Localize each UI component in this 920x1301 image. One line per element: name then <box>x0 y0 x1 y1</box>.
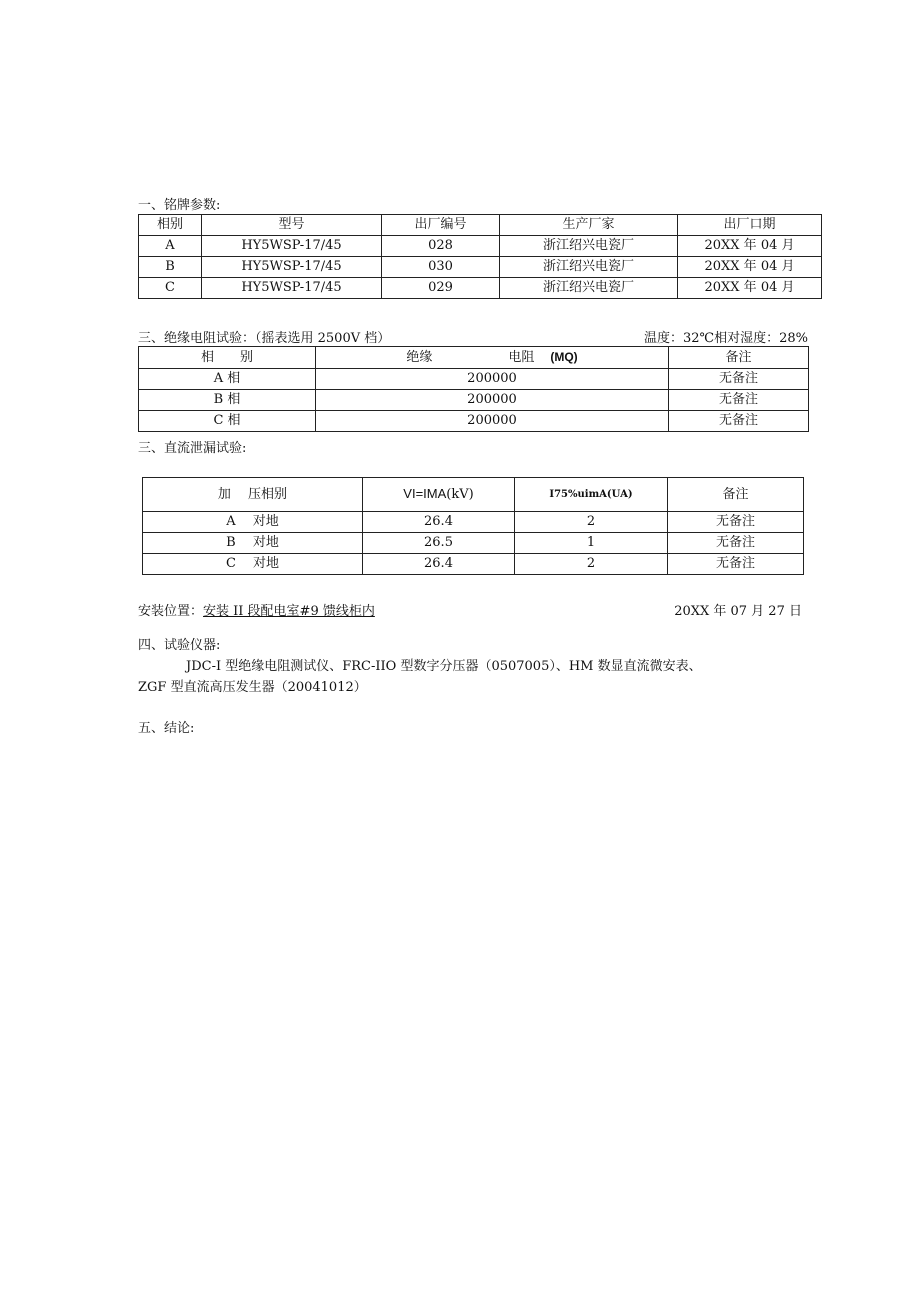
location-label: 安装位置： <box>138 604 204 619</box>
cell-resistance: 200000 <box>316 411 669 432</box>
header-serial: 出厂编号 <box>382 215 500 236</box>
cell-serial: 029 <box>382 278 500 299</box>
table-row <box>139 369 809 390</box>
cell-resistance: 200000 <box>316 369 669 390</box>
header-voltage-main: VI=IMA <box>403 486 447 501</box>
cell-model: HY5WSP-17/45 <box>202 257 382 278</box>
header-resistance-a: 绝缘 <box>406 350 433 365</box>
test-date: 20XX 年 07 月 27 日 <box>674 604 802 619</box>
cell-date: 20XX 年 04 月 <box>678 236 822 257</box>
header-remark: 备注 <box>669 347 809 369</box>
header-resistance-unit: (MQ) <box>550 350 578 364</box>
header-voltage-unit: (kV) <box>446 487 474 502</box>
cell-phase: B 相 <box>139 390 316 411</box>
header-phase: 相 别 <box>139 347 316 369</box>
header-phase: 相别 <box>139 215 202 236</box>
table-row <box>139 390 809 411</box>
cell-model: HY5WSP-17/45 <box>202 278 382 299</box>
cell-serial: 030 <box>382 257 500 278</box>
cell-date: 20XX 年 04 月 <box>678 278 822 299</box>
cell-phase: C <box>139 278 202 299</box>
instruments-line-1: JDC-I 型绝缘电阻测试仪、FRC-IIO 型数字分压器（0507005）、HM 数显直流微安表、 <box>186 659 702 674</box>
cell-phase: C 对地 <box>143 554 363 575</box>
cell-phase: C 相 <box>139 411 316 432</box>
cell-manufacturer: 浙江绍兴电瓷厂 <box>500 257 678 278</box>
table-row <box>139 257 822 278</box>
leakage-header-row <box>143 478 804 512</box>
cell-remark: 无备注 <box>668 554 804 575</box>
cell-remark: 无备注 <box>669 411 809 432</box>
insulation-table <box>138 346 809 432</box>
cell-phase: B 对地 <box>143 533 363 554</box>
header-voltage <box>363 478 515 512</box>
insulation-header-row <box>139 347 809 369</box>
instruments-line-2: ZGF 型直流高压发生器（20041012） <box>138 680 367 695</box>
header-phase: 加 压相别 <box>143 478 363 512</box>
cell-phase: A 相 <box>139 369 316 390</box>
cell-model: HY5WSP-17/45 <box>202 236 382 257</box>
cell-remark: 无备注 <box>668 533 804 554</box>
cell-date: 20XX 年 04 月 <box>678 257 822 278</box>
table-row <box>139 278 822 299</box>
location-value: 安装 II 段配电室#9 馈线柜内 <box>203 604 375 619</box>
header-date: 出厂口期 <box>678 215 822 236</box>
header-remark: 备注 <box>668 478 804 512</box>
table-row <box>143 533 804 554</box>
cell-phase: A 对地 <box>143 512 363 533</box>
nameplate-table <box>138 214 822 299</box>
cell-remark: 无备注 <box>668 512 804 533</box>
cell-serial: 028 <box>382 236 500 257</box>
nameplate-header-row <box>139 215 822 236</box>
cell-voltage: 26.5 <box>363 533 515 554</box>
header-resistance-b: 电阻 <box>508 350 535 365</box>
cell-current: 1 <box>515 533 668 554</box>
header-resistance <box>316 347 669 369</box>
cell-manufacturer: 浙江绍兴电瓷厂 <box>500 278 678 299</box>
table-row <box>143 554 804 575</box>
cell-phase: A <box>139 236 202 257</box>
leakage-heading: 三、直流泄漏试验: <box>138 441 247 456</box>
cell-resistance: 200000 <box>316 390 669 411</box>
table-row <box>139 411 809 432</box>
insulation-conditions: 温度：32℃相对湿度：28% <box>644 331 808 346</box>
conclusion-heading: 五、结论: <box>138 721 195 736</box>
cell-remark: 无备注 <box>669 369 809 390</box>
cell-current: 2 <box>515 512 668 533</box>
nameplate-heading: 一、铭牌参数: <box>138 198 221 213</box>
cell-voltage: 26.4 <box>363 554 515 575</box>
header-model: 型号 <box>202 215 382 236</box>
table-row <box>139 236 822 257</box>
cell-manufacturer: 浙江绍兴电瓷厂 <box>500 236 678 257</box>
cell-voltage: 26.4 <box>363 512 515 533</box>
location-line <box>138 600 375 619</box>
cell-current: 2 <box>515 554 668 575</box>
cell-phase: B <box>139 257 202 278</box>
header-current: I75%uimA(UA) <box>515 478 668 512</box>
header-manufacturer: 生产厂家 <box>500 215 678 236</box>
leakage-table <box>142 477 804 575</box>
insulation-heading: 三、绝缘电阻试验：（摇表选用 2500V 档） <box>138 331 391 346</box>
cell-remark: 无备注 <box>669 390 809 411</box>
table-row <box>143 512 804 533</box>
instruments-heading: 四、试验仪器: <box>138 638 221 653</box>
